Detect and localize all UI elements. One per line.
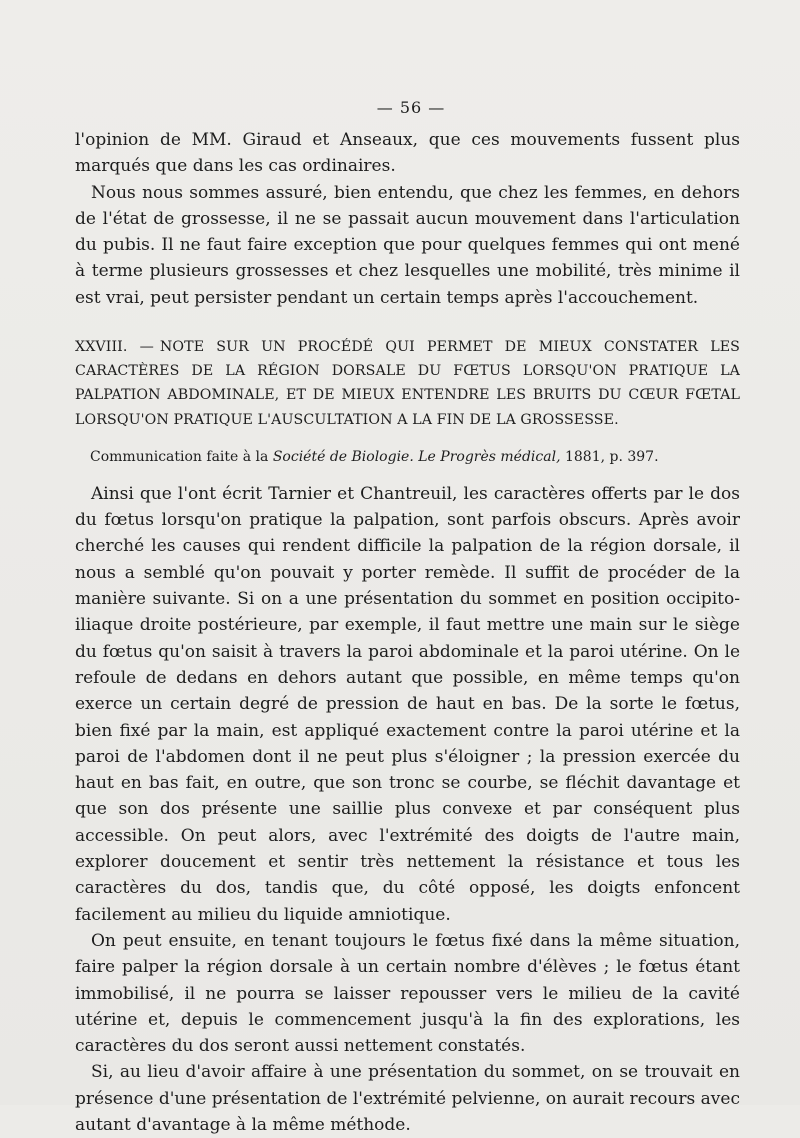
page-number: — 56 — <box>376 98 446 117</box>
section-number: XXVIII. — <box>75 339 154 356</box>
section-heading <box>75 335 740 432</box>
section-title: NOTE SUR UN PROCÉDÉ QUI PERMET DE MIEUX CONSTATER LES CARACTÈRES DE LA RÉGION DORSALE DU FŒTUS LORSQU'ON PRATIQUE LA PALPATION ABDOMINALE, ET DE MIEUX ENTENDRE LES BRUITS DU CŒUR FŒTAL LORSQU'ON PRATIQUE L'AUSCULTATION A LA FIN DE LA GROSSESSE. <box>75 339 740 428</box>
paragraph-students: On peut ensuite, en tenant toujours le fœtus fixé dans la même situation, faire palper la région dorsale à un certain nombre d'élèves ; le fœtus étant immobilisé, il ne pourra se laisser repousser vers le milieu de la cavité utérine et, depuis le commencement jusqu'à la fin des explorations, les caractères du dos seront aussi nettement constatés. <box>75 930 740 1057</box>
citation-prefix: Communication faite à la <box>90 448 273 465</box>
citation-journal: Le Progrès médical, <box>418 448 561 465</box>
section-citation <box>90 447 740 467</box>
citation-society: Société de Biologie. <box>272 448 414 465</box>
paragraph-pubis: Nous nous sommes assuré, bien entendu, que chez les femmes, en dehors de l'état de grossesse, il ne se passait aucun mouvement dans l'articulation du pubis. Il ne faut faire exception que pour quelques femmes qui ont mené à terme plusieurs grossesses et chez lesquelles une mobilité, très minime il est vrai, peut persister pendant un certain temps après l'accouchement. <box>75 182 740 308</box>
citation-suffix: 1881, p. 397. <box>560 448 659 465</box>
page-body <box>75 127 740 1138</box>
paragraph-pelvic: Si, au lieu d'avoir affaire à une présentation du sommet, on se trouvait en présence d'une présentation de l'extrémité pelvienne, on aurait recours avec autant d'avantage à la même méthode. <box>75 1062 740 1136</box>
paragraph-palpation: Ainsi que l'ont écrit Tarnier et Chantreuil, les caractères offerts par le dos du fœtus lorsqu'on pratique la palpation, sont parfois obscurs. Après avoir cherché les causes qui rendent difficile la palpation de la région dorsale, il nous a semblé qu'on pouvait y porter remède. Il suffit de procéder de la manière suivante. Si on a une présentation du sommet en position occipito-iliaque droite postérieure, par exemple, il faut mettre une main sur le siège du fœtus qu'on saisit à travers la paroi abdominale et la paroi utérine. On le refoule de dedans en dehors autant que possible, en même temps qu'on exerce un certain degré de pression de haut en bas. De la sorte le fœtus, bien fixé par la main, est appliqué exactement contre la paroi utérine et la paroi de l'abdomen dont il ne peut plus s'éloigner ; la pression exercée du haut en bas fait, en outre, que son tronc se courbe, se fléchit davantage et que son dos présente une saillie plus convexe et par conséquent plus accessible. On peut alors, avec l'extrémité des doigts de l'autre main, explorer doucement et sentir très nettement la résistance et tous les caractères du dos, tandis que, du côté opposé, les doigts enfoncent facilement au milieu du liquide amniotique. <box>75 483 740 925</box>
paragraph-continuation: l'opinion de MM. Giraud et Anseaux, que ces mouvements fussent plus marqués que dans les cas ordinaires. <box>75 130 740 177</box>
